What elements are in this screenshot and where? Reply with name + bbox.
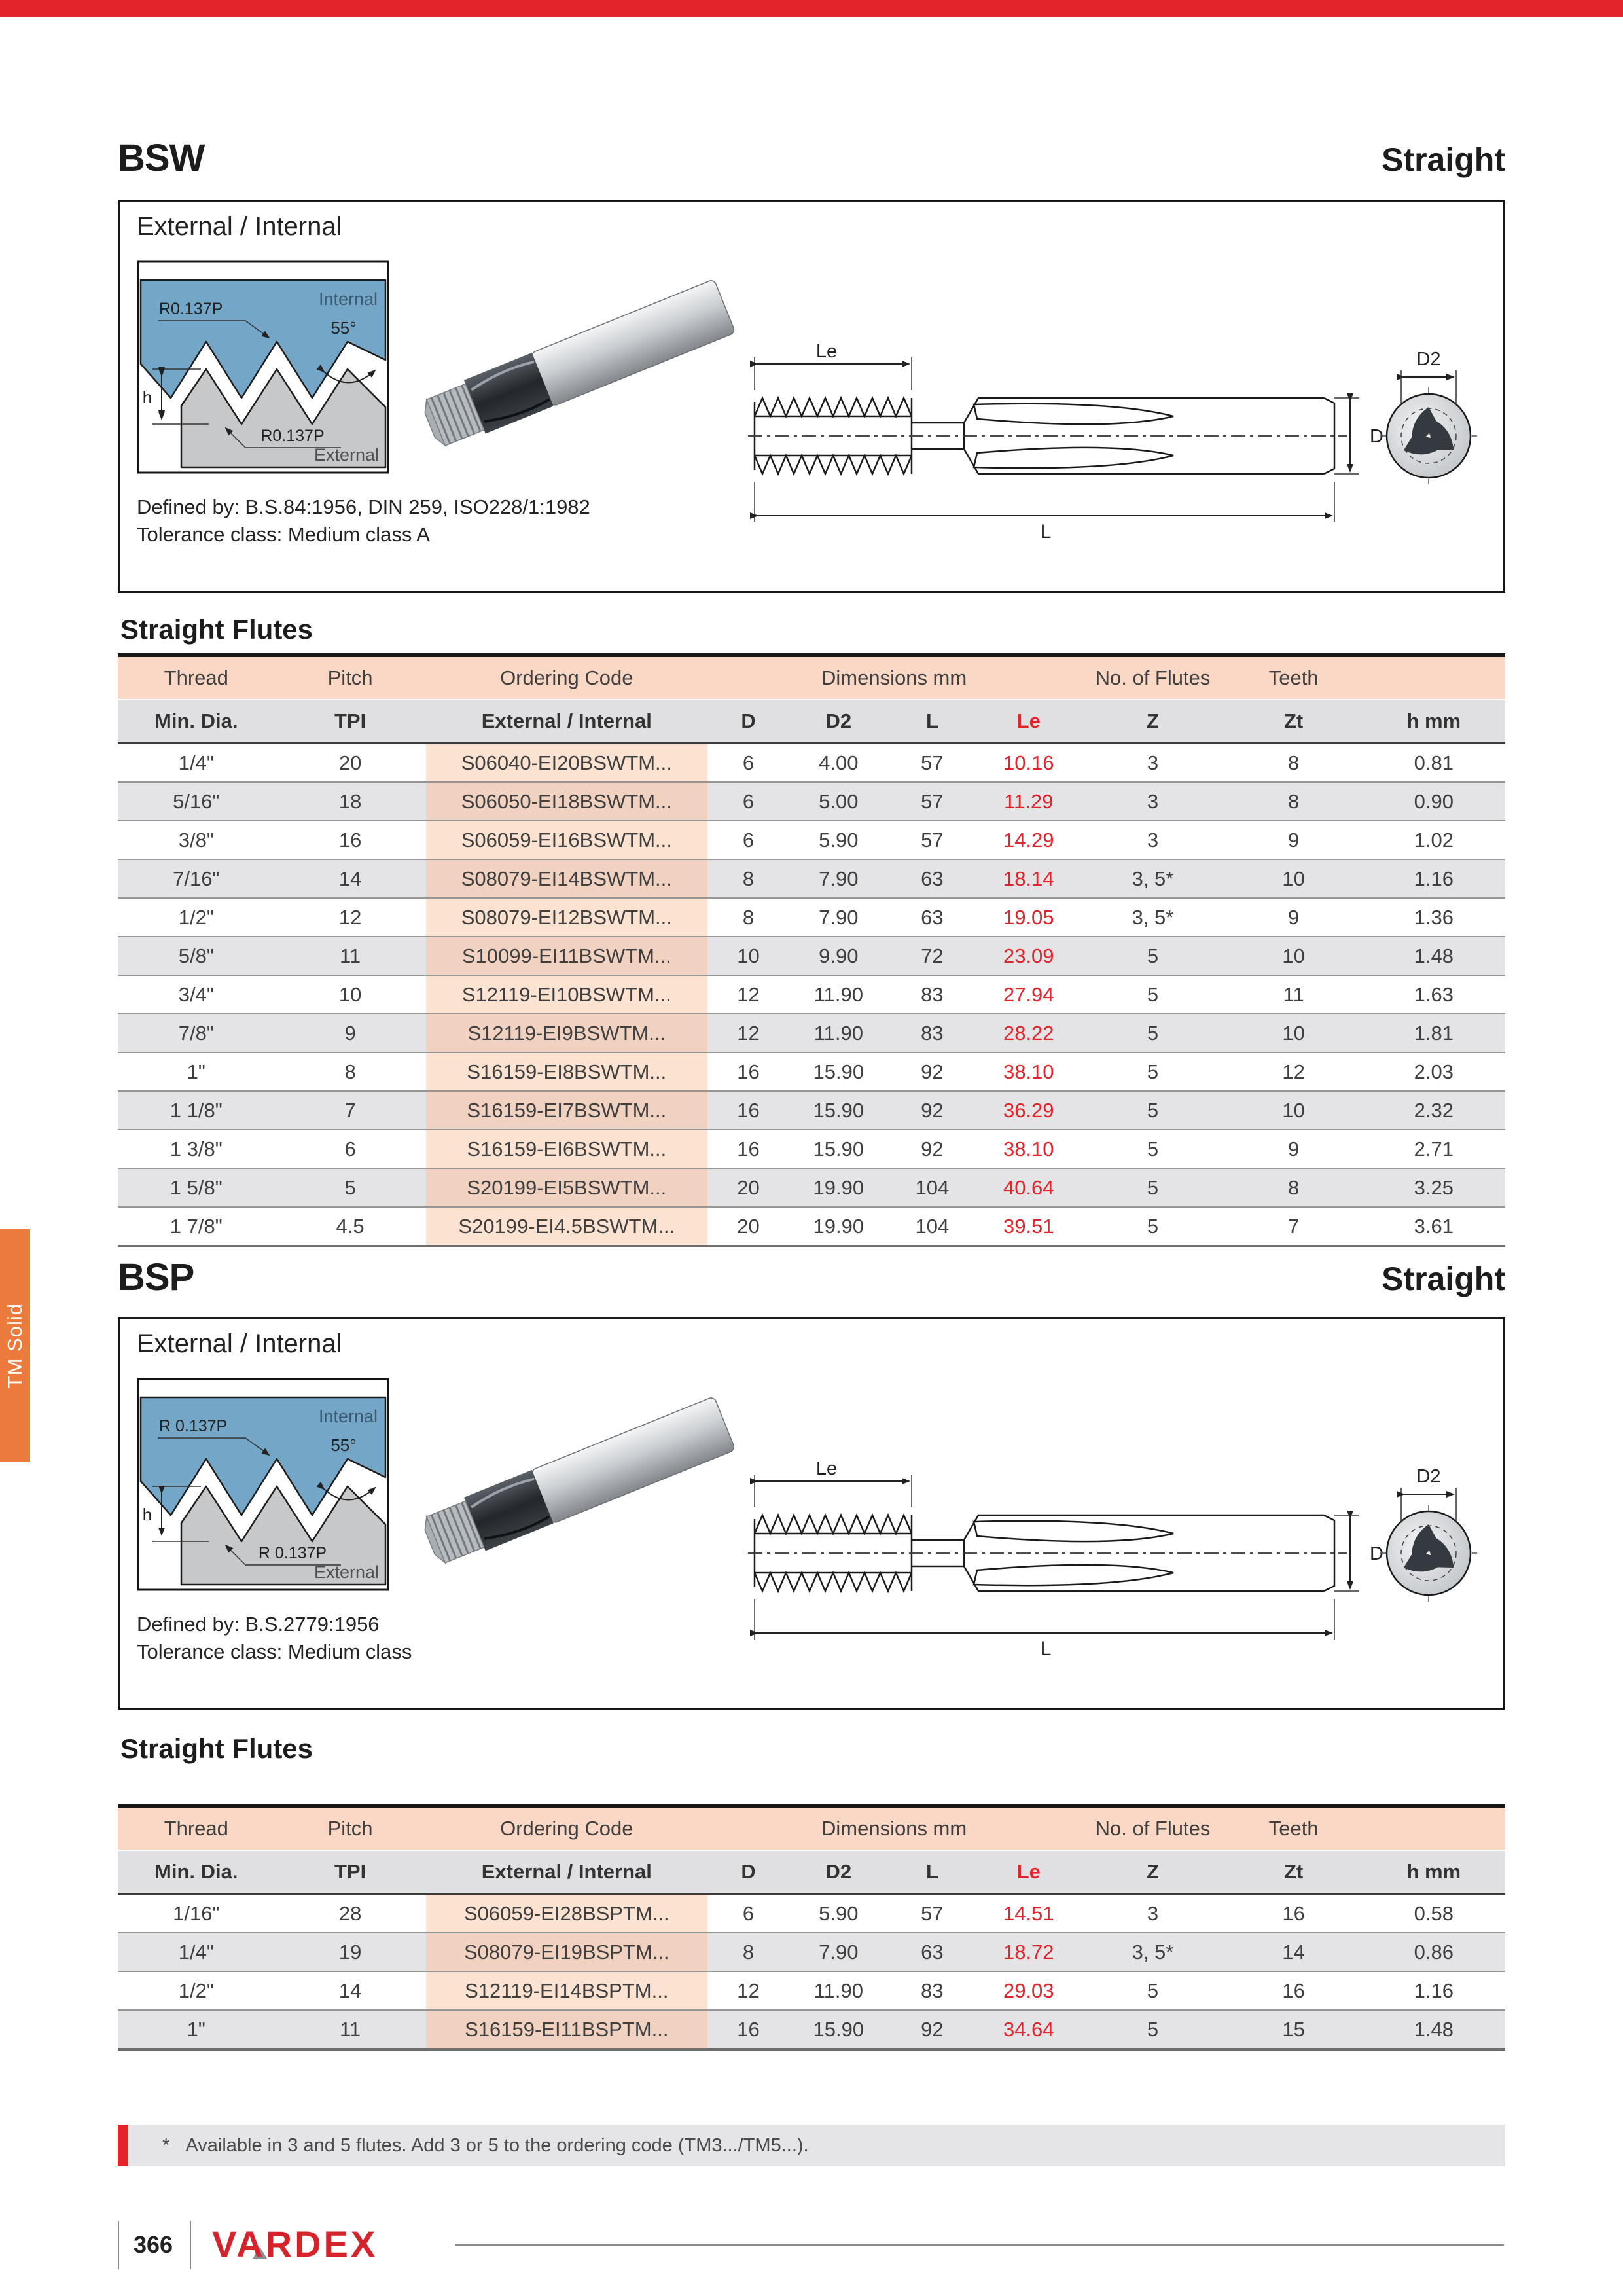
spec-table-bsp [118, 1804, 1505, 2051]
table-row: 1/16" 28 S06059-EI28BSPTM... 6 5.90 57 14.51 3 16 0.58 [118, 1894, 1505, 1933]
footer-divider [118, 2221, 119, 2269]
box-heading: External / Internal [137, 212, 342, 241]
tool-photo [408, 1384, 748, 1581]
tolerance-line: Tolerance class: Medium class [137, 1640, 412, 1663]
section-heading-bsw [118, 136, 1505, 180]
section-style-label: Straight [1382, 1261, 1505, 1297]
radius-bottom-label: R 0.137P [258, 1544, 327, 1562]
section-title: BSW [118, 137, 205, 179]
table-row: 1 5/8" 5 S20199-EI5BSWTM... 20 19.90 104 40.64 5 8 3.25 [118, 1168, 1505, 1207]
defined-by-line: Defined by: B.S.84:1956, DIN 259, ISO228/1:1982 [137, 495, 590, 518]
brand-logo-text: VARDEX [212, 2223, 378, 2265]
internal-label: Internal [318, 289, 378, 309]
h-label: h [142, 387, 152, 407]
page-footer [118, 2220, 1505, 2270]
le-dim-label: Le [815, 1458, 838, 1479]
table-title-bsw: Straight Flutes [120, 614, 313, 645]
brand-logo [211, 2221, 427, 2270]
table-row: 3/4" 10 S12119-EI10BSWTM... 12 11.90 83 27.94 5 11 1.63 [118, 975, 1505, 1014]
table-row: 1/4" 20 S06040-EI20BSWTM... 6 4.00 57 10.16 3 8 0.81 [118, 744, 1505, 783]
table-row: 1/2" 14 S12119-EI14BSPTM... 12 11.90 83 29.03 5 16 1.16 [118, 1971, 1505, 2010]
section-heading-bsp [118, 1255, 1505, 1299]
angle-label: 55° [330, 1435, 357, 1455]
section-title: BSP [118, 1256, 194, 1299]
side-tab-label: TM Solid [3, 1302, 26, 1389]
d2-dim-label: D2 [1416, 349, 1441, 370]
footnote-bar [118, 2125, 1505, 2166]
table-row: 1" 11 S16159-EI11BSPTM... 16 15.90 92 34.64 5 15 1.48 [118, 2010, 1505, 2049]
thread-profile-diagram [135, 259, 391, 475]
table-row: 7/16" 14 S08079-EI14BSWTM... 8 7.90 63 18.14 3, 5* 10 1.16 [118, 859, 1505, 898]
tool-photo [408, 267, 748, 463]
le-dim-label: Le [815, 341, 838, 362]
table-row: 1 7/8" 4.5 S20199-EI4.5BSWTM... 20 19.90 104 39.51 5 7 3.61 [118, 1207, 1505, 1246]
table-row: 7/8" 9 S12119-EI9BSWTM... 12 11.90 83 28.22 5 10 1.81 [118, 1014, 1505, 1052]
product-box-bsp [118, 1317, 1505, 1710]
table-row: 5/16" 18 S06050-EI18BSWTM... 6 5.00 57 11.29 3 8 0.90 [118, 782, 1505, 821]
group-header-row: Thread Pitch Ordering Code Dimensions mm No. of Flutes Teeth [118, 1806, 1505, 1850]
table-row: 1/2" 12 S08079-EI12BSWTM... 8 7.90 63 19.05 3, 5* 9 1.36 [118, 898, 1505, 937]
tolerance-line: Tolerance class: Medium class A [137, 522, 430, 546]
table-row: 3/8" 16 S06059-EI16BSWTM... 6 5.90 57 14.29 3 9 1.02 [118, 821, 1505, 859]
table-row: 1/4" 19 S08079-EI19BSPTM... 8 7.90 63 18.72 3, 5* 14 0.86 [118, 1933, 1505, 1971]
footnote-text: * Available in 3 and 5 flutes. Add 3 or 5 to the ordering code (TM3.../TM5...). [162, 2134, 809, 2156]
defined-by-line: Defined by: B.S.2779:1956 [137, 1613, 380, 1636]
sub-header-row: Min. Dia. TPI External / Internal D D2 L Le Z Zt h mm [118, 1850, 1505, 1894]
table-row: 1 3/8" 6 S16159-EI6BSWTM... 16 15.90 92 38.10 5 9 2.71 [118, 1130, 1505, 1168]
standards-block [137, 1611, 412, 1666]
product-box-bsw [118, 200, 1505, 593]
technical-drawing [748, 325, 1481, 541]
sub-header-row: Min. Dia. TPI External / Internal D D2 L Le Z Zt h mm [118, 700, 1505, 744]
side-tab-tm-solid [0, 1229, 30, 1462]
internal-label: Internal [318, 1407, 378, 1426]
footer-divider [190, 2221, 191, 2269]
l-dim-label: L [1040, 521, 1052, 541]
top-red-bar [0, 0, 1623, 17]
d2-dim-label: D2 [1416, 1466, 1441, 1487]
l-dim-label: L [1040, 1638, 1052, 1658]
page-number: 366 [134, 2231, 173, 2258]
angle-label: 55° [330, 318, 357, 338]
footer-rule [455, 2244, 1504, 2246]
radius-top-label: R 0.137P [159, 1417, 228, 1435]
table-row: 5/8" 11 S10099-EI11BSWTM... 10 9.90 72 23.09 5 10 1.48 [118, 937, 1505, 975]
external-label: External [313, 1562, 379, 1582]
d-dim-label: D [1370, 1543, 1383, 1564]
table-title-bsp: Straight Flutes [120, 1733, 313, 1764]
table-row: 1 1/8" 7 S16159-EI7BSWTM... 16 15.90 92 36.29 5 10 2.32 [118, 1091, 1505, 1130]
radius-top-label: R0.137P [159, 300, 223, 318]
thread-profile-diagram [135, 1376, 391, 1592]
section-style-label: Straight [1382, 141, 1505, 178]
table-row: 1" 8 S16159-EI8BSWTM... 16 15.90 92 38.10 5 12 2.03 [118, 1052, 1505, 1091]
group-header-row: Thread Pitch Ordering Code Dimensions mm No. of Flutes Teeth [118, 655, 1505, 700]
standards-block [137, 493, 590, 548]
footnote-accent [118, 2125, 128, 2166]
technical-drawing [748, 1442, 1481, 1658]
box-heading: External / Internal [137, 1329, 342, 1358]
h-label: h [142, 1505, 152, 1524]
d-dim-label: D [1370, 426, 1383, 447]
external-label: External [313, 445, 379, 465]
radius-bottom-label: R0.137P [260, 427, 325, 445]
spec-table-bsw [118, 653, 1505, 1247]
